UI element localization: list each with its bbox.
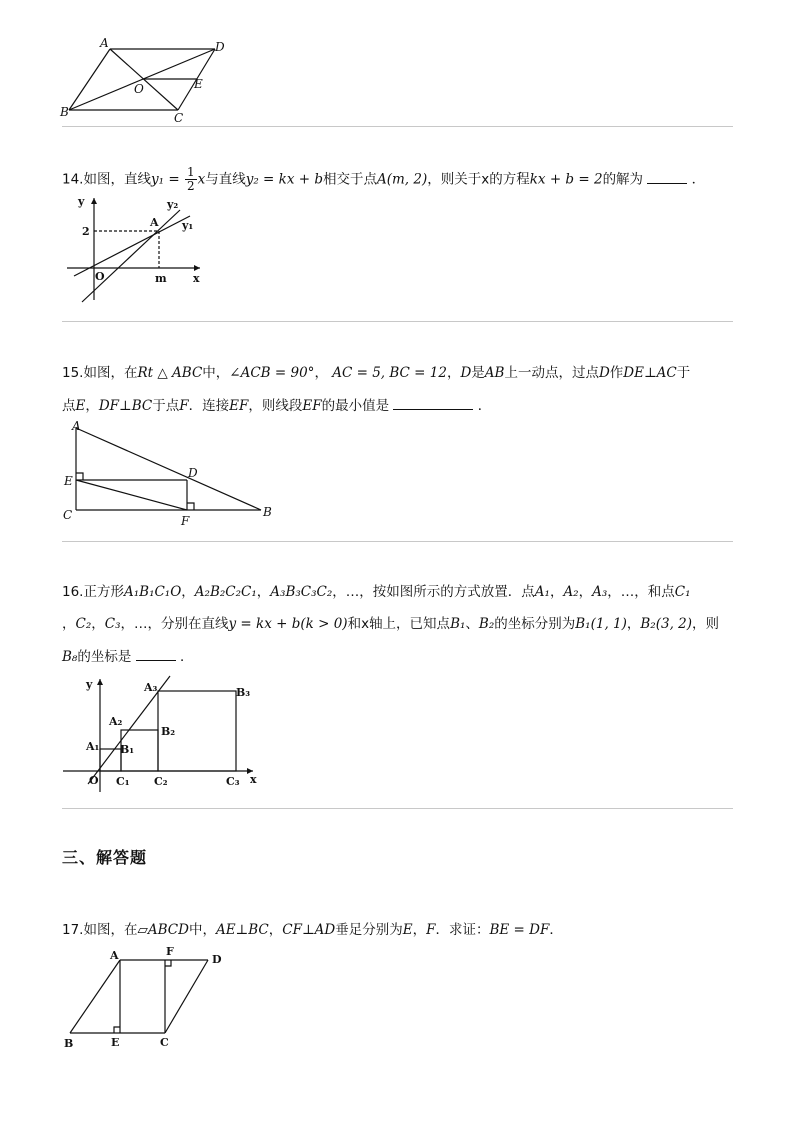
question-15-line-1: 15.如图，在Rt △ ABC中，∠ACB = 90°， AC = 5, BC = 12，D是AB上一动点，过点D作DE⊥AC于 — [62, 365, 691, 381]
question-16-line-3: B₈的坐标是 ． — [62, 646, 193, 667]
svg-text:D: D — [188, 466, 198, 480]
question-number: 17. — [62, 922, 84, 938]
question-number: 16. — [62, 584, 84, 600]
figure-q17 — [58, 946, 238, 1051]
svg-text:B₂: B₂ — [161, 725, 176, 738]
svg-text:B₃: B₃ — [236, 686, 251, 699]
label-A: A — [100, 36, 109, 50]
label-C: C — [174, 111, 184, 124]
svg-text:B: B — [263, 505, 272, 519]
svg-text:C₃: C₃ — [226, 775, 240, 788]
question-16-line-1: 16.正方形A₁B₁C₁O，A₂B₂C₂C₁，A₃B₃C₃C₂，…，按如图所示的方式放置．点A₁，A₂，A₃，…，和点C₁ — [62, 584, 691, 600]
svg-text:A₂: A₂ — [109, 715, 123, 728]
svg-text:C: C — [160, 1036, 169, 1049]
label-E: E — [194, 77, 203, 91]
svg-text:A₁: A₁ — [86, 740, 100, 753]
question-14: 14.如图，直线y₁ = $\frac{1}{2}$ x与直线y₂ = kx + b相交于点A(m, 2)，则关于x的方程kx + b = 2的解为 ． — [62, 165, 706, 193]
svg-text:F: F — [166, 946, 174, 958]
question-number: 14. — [62, 171, 84, 188]
svg-text:D: D — [212, 953, 222, 966]
divider — [62, 321, 733, 322]
figure-q15 — [58, 420, 278, 528]
svg-text:x: x — [250, 773, 257, 786]
svg-text:E: E — [111, 1036, 120, 1049]
svg-text:B: B — [64, 1037, 74, 1050]
answer-blank[interactable] — [647, 169, 687, 184]
svg-text:2: 2 — [82, 225, 90, 238]
question-17: 17.如图，在▱ABCD中，AE⊥BC，CF⊥AD垂足分别为E，F．求证：BE = DF． — [62, 922, 563, 938]
fraction: $\frac{1}{2}$ — [186, 165, 195, 193]
figure-q16 — [58, 674, 273, 794]
svg-text:F: F — [181, 514, 190, 528]
question-15-line-2: 点E，DF⊥BC于点F．连接EF，则线段EF的最小值是 ． — [62, 395, 491, 416]
answer-blank[interactable] — [136, 646, 176, 661]
answer-blank[interactable] — [393, 395, 473, 410]
svg-text:A: A — [150, 216, 159, 229]
figure-q14 — [62, 192, 207, 307]
divider — [62, 541, 733, 542]
svg-text:y₁: y₁ — [182, 219, 194, 232]
question-number: 15. — [62, 365, 84, 381]
svg-text:A: A — [72, 420, 81, 433]
svg-text:A: A — [110, 949, 119, 962]
divider — [62, 808, 733, 809]
svg-text:y: y — [78, 195, 85, 208]
svg-text:y: y — [86, 678, 93, 691]
label-O: O — [134, 82, 144, 96]
svg-text:m: m — [155, 272, 167, 285]
question-16-line-2: ，C₂，C₃，…，分别在直线y = kx + b(k > 0)和x轴上，已知点B₁、B₂的坐标分别为B₁(1, 1)，B₂(3, 2)，则 — [62, 616, 720, 632]
svg-text:O: O — [89, 774, 99, 787]
figure-q13 — [55, 34, 240, 124]
svg-text:A₃: A₃ — [144, 681, 158, 694]
section-title: 三、解答题 — [62, 848, 148, 867]
svg-text:B₁: B₁ — [120, 743, 135, 756]
svg-text:x: x — [193, 272, 200, 285]
label-B: B — [60, 105, 69, 119]
divider — [62, 126, 733, 127]
svg-text:C₂: C₂ — [154, 775, 168, 788]
svg-text:E: E — [64, 474, 73, 488]
svg-text:y₂: y₂ — [167, 198, 179, 211]
svg-text:O: O — [95, 270, 105, 283]
svg-text:C: C — [63, 508, 73, 522]
label-D: D — [215, 40, 225, 54]
svg-text:C₁: C₁ — [116, 775, 130, 788]
